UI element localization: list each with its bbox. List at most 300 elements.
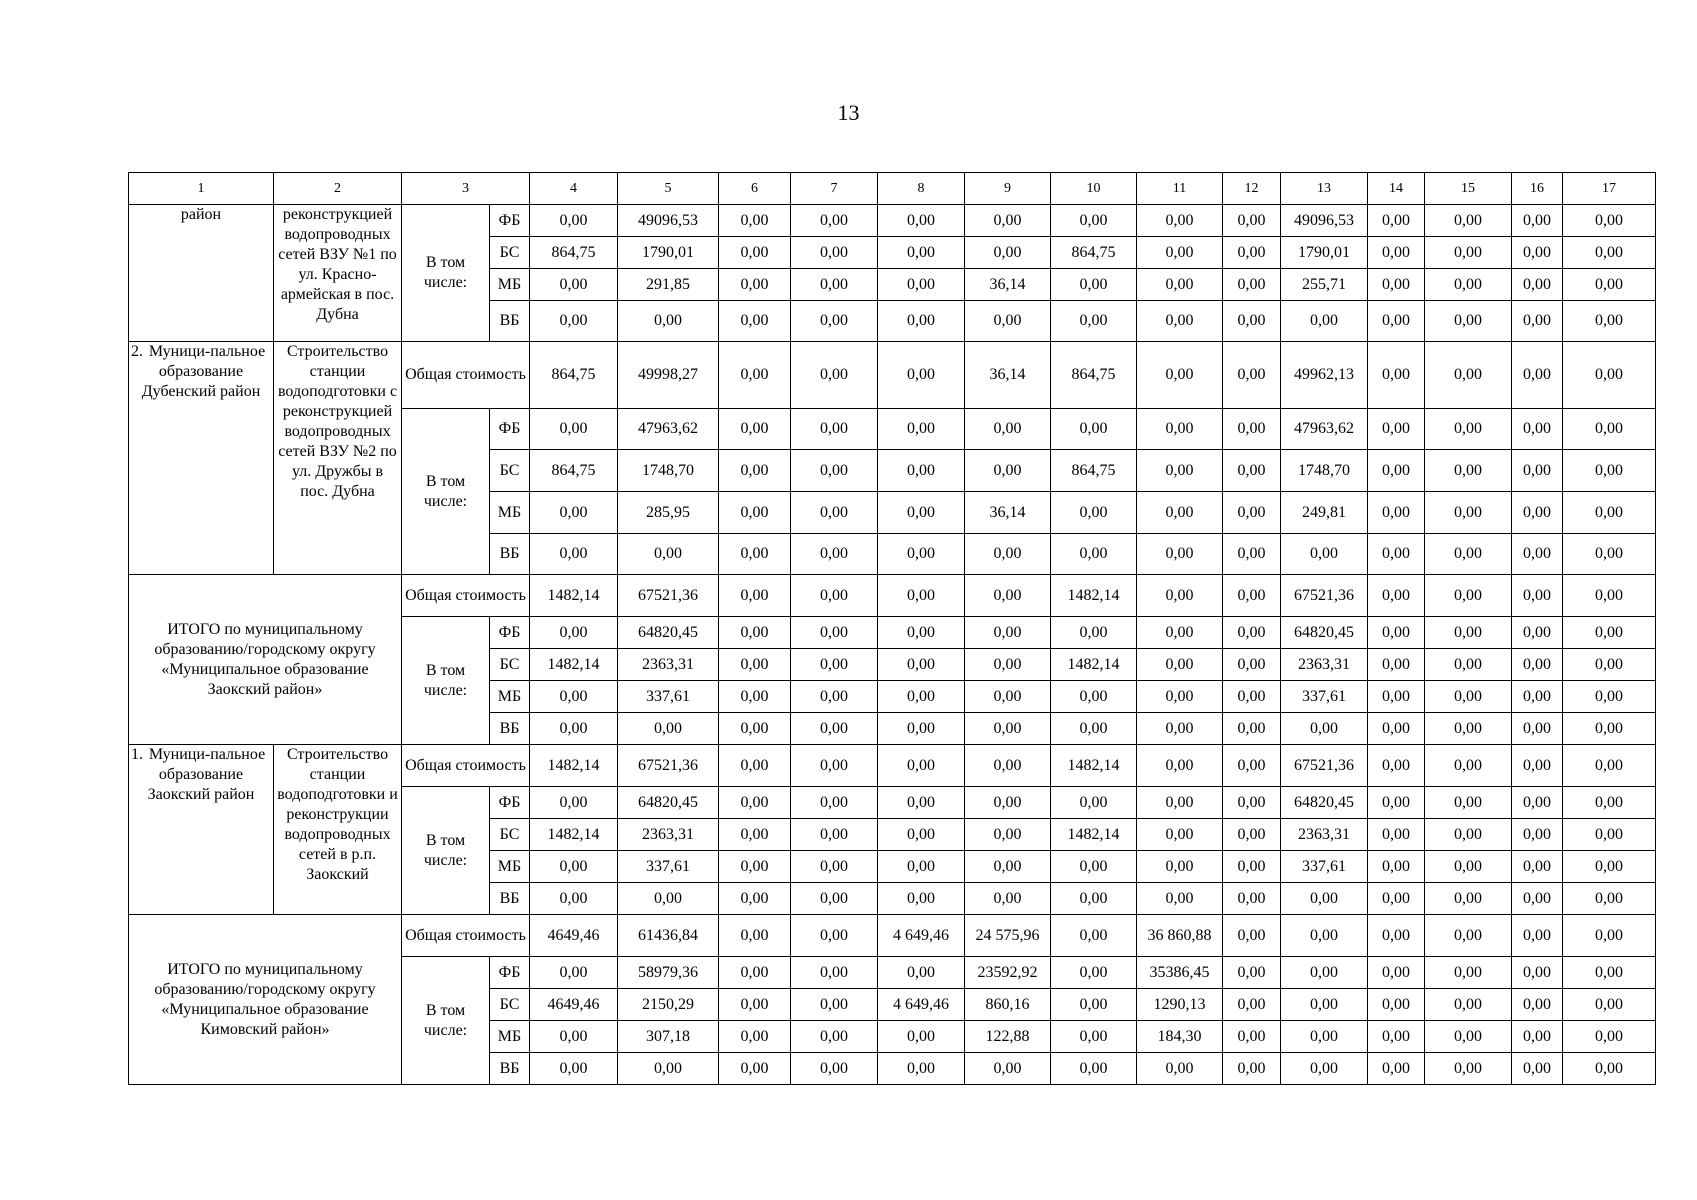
source-cell: ФБ (490, 787, 530, 819)
value-cell: 0,00 (1368, 617, 1425, 649)
value-cell: 0,00 (791, 269, 878, 301)
value-cell: 337,61 (1281, 681, 1368, 713)
value-cell: 0,00 (618, 301, 719, 342)
col-header: 17 (1563, 173, 1656, 205)
value-cell: 0,00 (878, 1053, 965, 1085)
source-cell: БС (490, 237, 530, 269)
including-label: В том числе: (402, 409, 490, 575)
value-cell: 0,00 (1563, 269, 1656, 301)
value-cell: 0,00 (530, 957, 618, 989)
value-cell: 0,00 (1137, 787, 1223, 819)
value-cell: 860,16 (965, 989, 1051, 1021)
value-cell: 0,00 (1051, 1021, 1137, 1053)
value-cell: 64820,45 (618, 787, 719, 819)
value-cell: 0,00 (1425, 819, 1512, 851)
value-cell: 0,00 (1563, 409, 1656, 450)
value-cell: 0,00 (1368, 450, 1425, 492)
value-cell: 1482,14 (530, 819, 618, 851)
including-label: В том числе: (402, 787, 490, 915)
value-cell: 0,00 (965, 745, 1051, 787)
value-cell: 0,00 (719, 989, 791, 1021)
value-cell: 0,00 (1425, 575, 1512, 617)
value-cell: 0,00 (1051, 409, 1137, 450)
value-cell: 0,00 (791, 787, 878, 819)
value-cell: 0,00 (1563, 342, 1656, 409)
value-cell: 0,00 (719, 1021, 791, 1053)
value-cell: 0,00 (618, 883, 719, 915)
value-cell: 0,00 (1223, 492, 1281, 534)
value-cell: 0,00 (1051, 681, 1137, 713)
value-cell: 0,00 (1051, 851, 1137, 883)
value-cell: 0,00 (1137, 205, 1223, 237)
source-cell: ВБ (490, 713, 530, 745)
total-cost-label: Общая стоимость (402, 342, 530, 409)
value-cell: 0,00 (1563, 883, 1656, 915)
value-cell: 0,00 (1368, 409, 1425, 450)
value-cell: 0,00 (878, 713, 965, 745)
value-cell: 0,00 (1137, 269, 1223, 301)
value-cell: 0,00 (1563, 617, 1656, 649)
col-header: 1 (129, 173, 274, 205)
source-cell: ФБ (490, 205, 530, 237)
value-cell: 0,00 (1425, 989, 1512, 1021)
value-cell: 0,00 (1281, 534, 1368, 575)
value-cell: 0,00 (791, 819, 878, 851)
value-cell: 0,00 (1563, 534, 1656, 575)
value-cell: 0,00 (618, 1053, 719, 1085)
value-cell: 0,00 (1425, 409, 1512, 450)
value-cell: 0,00 (1425, 681, 1512, 713)
col-header: 5 (618, 173, 719, 205)
value-cell: 0,00 (1512, 915, 1563, 957)
value-cell: 0,00 (530, 617, 618, 649)
col-header: 13 (1281, 173, 1368, 205)
value-cell: 0,00 (1512, 492, 1563, 534)
value-cell: 47963,62 (1281, 409, 1368, 450)
value-cell: 0,00 (719, 534, 791, 575)
value-cell: 0,00 (878, 819, 965, 851)
value-cell: 0,00 (1368, 989, 1425, 1021)
col-header: 3 (402, 173, 530, 205)
table-body (129, 205, 1656, 1085)
total-cost-label: Общая стоимость (402, 575, 530, 617)
value-cell: 0,00 (791, 745, 878, 787)
value-cell: 0,00 (1137, 409, 1223, 450)
value-cell: 0,00 (1563, 450, 1656, 492)
source-cell: ВБ (490, 301, 530, 342)
value-cell: 0,00 (1223, 819, 1281, 851)
value-cell: 0,00 (530, 534, 618, 575)
itogo-title: ИТОГО по муниципальному образованию/городскому округу «Муниципальное образование Заокский район» (129, 575, 402, 745)
value-cell: 0,00 (1368, 819, 1425, 851)
value-cell: 0,00 (791, 1053, 878, 1085)
value-cell: 0,00 (1223, 649, 1281, 681)
value-cell: 0,00 (1512, 851, 1563, 883)
value-cell: 0,00 (1563, 989, 1656, 1021)
value-cell: 0,00 (719, 851, 791, 883)
value-cell: 0,00 (1425, 745, 1512, 787)
value-cell: 0,00 (1563, 237, 1656, 269)
total-cost-label: Общая стоимость (402, 915, 530, 957)
value-cell: 0,00 (1223, 534, 1281, 575)
value-cell: 0,00 (1368, 534, 1425, 575)
value-cell: 2363,31 (1281, 819, 1368, 851)
value-cell: 36 860,88 (1137, 915, 1223, 957)
value-cell: 0,00 (1051, 957, 1137, 989)
value-cell: 0,00 (618, 534, 719, 575)
col-header: 9 (965, 173, 1051, 205)
value-cell: 0,00 (1368, 681, 1425, 713)
value-cell: 1482,14 (530, 575, 618, 617)
value-cell: 0,00 (1137, 617, 1223, 649)
value-cell: 0,00 (1223, 450, 1281, 492)
value-cell: 0,00 (1051, 269, 1137, 301)
value-cell: 0,00 (1368, 713, 1425, 745)
value-cell: 0,00 (1281, 713, 1368, 745)
value-cell: 1290,13 (1137, 989, 1223, 1021)
value-cell: 291,85 (618, 269, 719, 301)
value-cell: 0,00 (1223, 883, 1281, 915)
col-header: 4 (530, 173, 618, 205)
value-cell: 0,00 (1425, 269, 1512, 301)
value-cell: 0,00 (1512, 205, 1563, 237)
value-cell: 0,00 (530, 713, 618, 745)
value-cell: 0,00 (1563, 649, 1656, 681)
value-cell: 0,00 (1512, 883, 1563, 915)
value-cell: 0,00 (1512, 989, 1563, 1021)
value-cell: 67521,36 (1281, 575, 1368, 617)
value-cell: 49096,53 (1281, 205, 1368, 237)
value-cell: 0,00 (1425, 534, 1512, 575)
value-cell: 0,00 (1512, 617, 1563, 649)
value-cell: 0,00 (1368, 492, 1425, 534)
value-cell: 2363,31 (618, 649, 719, 681)
value-cell: 0,00 (1137, 819, 1223, 851)
value-cell: 0,00 (965, 301, 1051, 342)
value-cell: 0,00 (1425, 1021, 1512, 1053)
value-cell: 0,00 (791, 883, 878, 915)
itogo-title: ИТОГО по муниципальному образованию/городскому округу «Муниципальное образование Кимовский район» (129, 915, 402, 1085)
value-cell: 0,00 (719, 205, 791, 237)
value-cell: 0,00 (1137, 745, 1223, 787)
value-cell: 0,00 (1563, 1021, 1656, 1053)
value-cell: 2363,31 (1281, 649, 1368, 681)
value-cell: 0,00 (1223, 205, 1281, 237)
value-cell: 0,00 (1563, 745, 1656, 787)
source-cell: ФБ (490, 957, 530, 989)
value-cell: 0,00 (1223, 915, 1281, 957)
including-label: В том числе: (402, 957, 490, 1085)
value-cell: 24 575,96 (965, 915, 1051, 957)
source-cell: МБ (490, 851, 530, 883)
value-cell: 0,00 (1425, 492, 1512, 534)
value-cell: 0,00 (1223, 237, 1281, 269)
value-cell: 0,00 (965, 713, 1051, 745)
value-cell: 0,00 (719, 819, 791, 851)
value-cell: 0,00 (791, 617, 878, 649)
value-cell: 0,00 (878, 534, 965, 575)
value-cell: 0,00 (1512, 534, 1563, 575)
value-cell: 0,00 (791, 409, 878, 450)
value-cell: 1482,14 (1051, 575, 1137, 617)
value-cell: 67521,36 (618, 575, 719, 617)
value-cell: 0,00 (719, 681, 791, 713)
value-cell: 0,00 (1512, 1053, 1563, 1085)
value-cell: 0,00 (1281, 1053, 1368, 1085)
value-cell: 0,00 (1368, 1021, 1425, 1053)
value-cell: 0,00 (1512, 409, 1563, 450)
value-cell: 49962,13 (1281, 342, 1368, 409)
value-cell: 0,00 (1563, 301, 1656, 342)
value-cell: 0,00 (1223, 1021, 1281, 1053)
value-cell: 0,00 (791, 301, 878, 342)
value-cell: 67521,36 (618, 745, 719, 787)
value-cell: 0,00 (1512, 575, 1563, 617)
value-cell: 0,00 (878, 681, 965, 713)
value-cell: 0,00 (878, 492, 965, 534)
value-cell: 0,00 (618, 713, 719, 745)
value-cell: 0,00 (1368, 915, 1425, 957)
value-cell: 0,00 (530, 883, 618, 915)
value-cell: 1790,01 (618, 237, 719, 269)
value-cell: 0,00 (530, 301, 618, 342)
value-cell: 0,00 (1425, 851, 1512, 883)
value-cell: 0,00 (1281, 883, 1368, 915)
value-cell: 0,00 (1425, 915, 1512, 957)
value-cell: 0,00 (1368, 237, 1425, 269)
value-cell: 0,00 (1512, 819, 1563, 851)
value-cell: 0,00 (965, 237, 1051, 269)
value-cell: 35386,45 (1137, 957, 1223, 989)
value-cell: 0,00 (1223, 787, 1281, 819)
value-cell: 2150,29 (618, 989, 719, 1021)
value-cell: 4649,46 (530, 989, 618, 1021)
value-cell: 0,00 (965, 787, 1051, 819)
value-cell: 0,00 (965, 575, 1051, 617)
value-cell: 0,00 (878, 649, 965, 681)
value-cell: 0,00 (530, 1021, 618, 1053)
value-cell: 0,00 (530, 787, 618, 819)
value-cell: 0,00 (1051, 301, 1137, 342)
value-cell: 0,00 (791, 681, 878, 713)
col-header: 7 (791, 173, 878, 205)
value-cell: 0,00 (878, 1021, 965, 1053)
value-cell: 0,00 (965, 450, 1051, 492)
source-cell: БС (490, 649, 530, 681)
value-cell: 0,00 (1512, 787, 1563, 819)
value-cell: 1748,70 (618, 450, 719, 492)
value-cell: 0,00 (1425, 883, 1512, 915)
value-cell: 49096,53 (618, 205, 719, 237)
col-header: 11 (1137, 173, 1223, 205)
value-cell: 0,00 (1512, 681, 1563, 713)
value-cell: 0,00 (1137, 492, 1223, 534)
value-cell: 0,00 (719, 883, 791, 915)
value-cell: 0,00 (965, 409, 1051, 450)
value-cell: 0,00 (1512, 745, 1563, 787)
value-cell: 0,00 (1512, 649, 1563, 681)
value-cell: 337,61 (618, 681, 719, 713)
value-cell: 0,00 (791, 1021, 878, 1053)
value-cell: 0,00 (1368, 205, 1425, 237)
value-cell: 1748,70 (1281, 450, 1368, 492)
value-cell: 0,00 (1368, 745, 1425, 787)
value-cell: 0,00 (878, 787, 965, 819)
value-cell: 307,18 (618, 1021, 719, 1053)
value-cell: 0,00 (1223, 342, 1281, 409)
item-number: 1. (131, 746, 143, 763)
value-cell: 0,00 (719, 1053, 791, 1085)
value-cell: 0,00 (1368, 575, 1425, 617)
value-cell: 0,00 (1051, 915, 1137, 957)
value-cell: 0,00 (1137, 649, 1223, 681)
value-cell: 0,00 (719, 342, 791, 409)
value-cell: 0,00 (1281, 301, 1368, 342)
value-cell: 64820,45 (618, 617, 719, 649)
table-header (129, 173, 1656, 205)
value-cell: 0,00 (1563, 492, 1656, 534)
value-cell: 0,00 (1223, 409, 1281, 450)
value-cell: 0,00 (1051, 713, 1137, 745)
value-cell: 0,00 (791, 237, 878, 269)
value-cell: 36,14 (965, 269, 1051, 301)
value-cell: 0,00 (1563, 787, 1656, 819)
table-row (129, 915, 1656, 957)
value-cell: 0,00 (1223, 851, 1281, 883)
value-cell: 0,00 (878, 301, 965, 342)
value-cell: 0,00 (1137, 450, 1223, 492)
value-cell: 0,00 (719, 450, 791, 492)
table-row (129, 745, 1656, 787)
value-cell: 864,75 (530, 450, 618, 492)
value-cell: 0,00 (719, 787, 791, 819)
value-cell: 4 649,46 (878, 989, 965, 1021)
value-cell: 0,00 (791, 205, 878, 237)
value-cell: 0,00 (1563, 205, 1656, 237)
value-cell: 337,61 (618, 851, 719, 883)
value-cell: 0,00 (965, 819, 1051, 851)
municipality-cell (129, 745, 274, 915)
value-cell: 0,00 (1368, 957, 1425, 989)
value-cell: 0,00 (719, 409, 791, 450)
value-cell: 184,30 (1137, 1021, 1223, 1053)
value-cell: 0,00 (965, 851, 1051, 883)
value-cell: 0,00 (965, 681, 1051, 713)
value-cell: 0,00 (791, 713, 878, 745)
value-cell: 0,00 (530, 492, 618, 534)
source-cell: ВБ (490, 1053, 530, 1085)
value-cell: 0,00 (1223, 713, 1281, 745)
col-header: 8 (878, 173, 965, 205)
value-cell: 0,00 (791, 450, 878, 492)
value-cell: 0,00 (1223, 269, 1281, 301)
value-cell: 0,00 (530, 1053, 618, 1085)
value-cell: 0,00 (1512, 342, 1563, 409)
value-cell: 864,75 (530, 342, 618, 409)
value-cell: 0,00 (1563, 915, 1656, 957)
table-row (129, 342, 1656, 409)
project-cell: Строительство станции водоподготовки и реконструкции водопроводных сетей в р.п. Заокский (274, 745, 402, 915)
value-cell: 0,00 (791, 989, 878, 1021)
value-cell: 0,00 (878, 883, 965, 915)
col-header: 14 (1368, 173, 1425, 205)
value-cell: 0,00 (1137, 237, 1223, 269)
value-cell: 0,00 (1512, 269, 1563, 301)
value-cell: 0,00 (1563, 819, 1656, 851)
value-cell: 0,00 (1281, 989, 1368, 1021)
value-cell: 0,00 (719, 649, 791, 681)
value-cell: 0,00 (791, 492, 878, 534)
source-cell: БС (490, 989, 530, 1021)
value-cell: 249,81 (1281, 492, 1368, 534)
value-cell: 864,75 (530, 237, 618, 269)
value-cell: 0,00 (1425, 1053, 1512, 1085)
value-cell: 0,00 (530, 205, 618, 237)
value-cell: 58979,36 (618, 957, 719, 989)
value-cell: 0,00 (1281, 915, 1368, 957)
value-cell: 36,14 (965, 492, 1051, 534)
value-cell: 0,00 (1425, 237, 1512, 269)
value-cell: 0,00 (1051, 989, 1137, 1021)
page-number: 13 (837, 100, 860, 125)
value-cell: 0,00 (1563, 575, 1656, 617)
value-cell: 64820,45 (1281, 787, 1368, 819)
value-cell: 1482,14 (530, 649, 618, 681)
value-cell: 1790,01 (1281, 237, 1368, 269)
value-cell: 0,00 (1425, 205, 1512, 237)
value-cell: 0,00 (1425, 713, 1512, 745)
value-cell: 0,00 (1368, 269, 1425, 301)
value-cell: 0,00 (1137, 851, 1223, 883)
item-number: 2. (131, 343, 143, 360)
value-cell: 0,00 (791, 851, 878, 883)
value-cell: 0,00 (791, 342, 878, 409)
value-cell: 0,00 (965, 617, 1051, 649)
value-cell: 0,00 (878, 851, 965, 883)
total-cost-label: Общая стоимость (402, 745, 530, 787)
value-cell: 0,00 (1051, 617, 1137, 649)
value-cell: 0,00 (1051, 787, 1137, 819)
value-cell: 0,00 (1425, 342, 1512, 409)
value-cell: 0,00 (1368, 301, 1425, 342)
value-cell: 0,00 (1223, 1053, 1281, 1085)
source-cell: МБ (490, 492, 530, 534)
value-cell: 0,00 (1051, 205, 1137, 237)
project-cell: Строительство станции водоподготовки с реконструкцией водопроводных сетей ВЗУ №2 по ул. Дружбы в пос. Дубна (274, 342, 402, 575)
source-cell: ВБ (490, 534, 530, 575)
value-cell: 0,00 (1425, 649, 1512, 681)
value-cell: 0,00 (1425, 450, 1512, 492)
value-cell: 0,00 (1512, 1021, 1563, 1053)
value-cell: 0,00 (965, 534, 1051, 575)
source-cell: МБ (490, 681, 530, 713)
value-cell: 285,95 (618, 492, 719, 534)
value-cell: 0,00 (1223, 575, 1281, 617)
value-cell: 0,00 (719, 575, 791, 617)
value-cell: 864,75 (1051, 342, 1137, 409)
value-cell: 0,00 (1137, 883, 1223, 915)
value-cell: 0,00 (791, 649, 878, 681)
value-cell: 0,00 (719, 957, 791, 989)
value-cell: 0,00 (1512, 237, 1563, 269)
value-cell: 67521,36 (1281, 745, 1368, 787)
including-label: В том числе: (402, 205, 490, 342)
value-cell: 0,00 (719, 617, 791, 649)
value-cell: 0,00 (1051, 534, 1137, 575)
value-cell: 0,00 (1137, 575, 1223, 617)
col-header: 10 (1051, 173, 1137, 205)
value-cell: 0,00 (1512, 301, 1563, 342)
